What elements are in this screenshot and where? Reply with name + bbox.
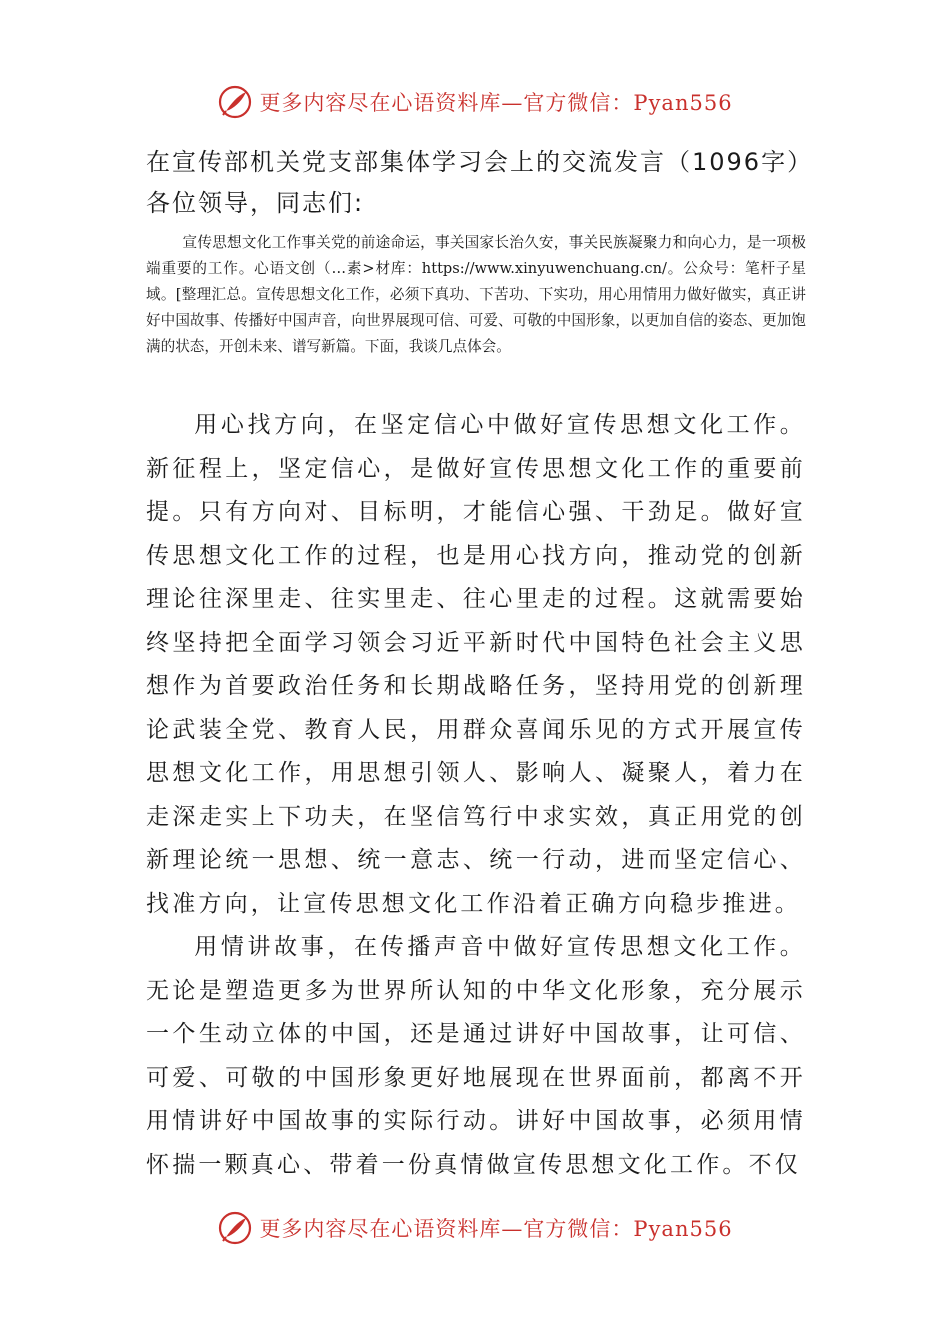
greeting-line: 各位领导，同志们:: [146, 189, 365, 217]
header-watermark-banner: [0, 82, 950, 122]
intro-paragraph: 宣传思想文化工作事关党的前途命运，事关国家长治久安，事关民族凝聚力和向心力，是一项极端重要的工作。心语文创（…素>材库：https://www.xinyuwenchuang.cn/。公众号：笔杆子星域。[整理汇总。宣传思想文化工作，必须下真功、下苦功、下实功，用心用情用力做好做实，真正讲好中国故事、传播好中国声音，向世界展现可信、可爱、可敬的中国形象，以更加自信的姿态、更加饱满的状态，开创未来、谱写新篇。下面，我谈几点体会。: [146, 234, 806, 355]
body-paragraph-1: 用心找方向，在坚定信心中做好宣传思想文化工作。新征程上，坚定信心，是做好宣传思想文化工作的重要前提。只有方向对、目标明，才能信心强、干劲足。做好宣传思想文化工作的过程，也是用心找方向，推动党的创新理论往深里走、往实里走、往心里走的过程。这就需要始终坚持把全面学习领会习近平新时代中国特色社会主义思想作为首要政治任务和长期战略任务，坚持用党的创新理论武装全党、教育人民，用群众喜闻乐见的方式开展宣传思想文化工作，用思想引领人、影响人、凝聚人，着力在走深走实上下功夫，在坚信笃行中求实效，真正用党的创新理论统一思想、统一意志、统一行动，进而坚定信心、找准方向，让宣传思想文化工作沿着正确方向稳步推进。: [146, 412, 806, 917]
document-title: 在宣传部机关党支部集体学习会上的交流发言（1096字）: [146, 148, 814, 176]
watermark-text: 更多内容尽在心语资料库—官方微信：Pyan556: [259, 91, 733, 115]
quill-pen-logo-icon: [217, 1210, 253, 1246]
watermark-text: 更多内容尽在心语资料库—官方微信：Pyan556: [259, 1217, 733, 1241]
body-paragraph-2: 用情讲故事，在传播声音中做好宣传思想文化工作。无论是塑造更多为世界所认知的中华文化形象，充分展示一个生动立体的中国，还是通过讲好中国故事，让可信、可爱、可敬的中国形象更好地展现在世界面前，都离不开用情讲好中国故事的实际行动。讲好中国故事，必须用情怀揣一颗真心、带着一份真情做宣传思想文化工作。不仅: [146, 934, 806, 1178]
quill-pen-logo-icon: [217, 84, 253, 120]
footer-watermark-banner: [0, 1208, 950, 1248]
